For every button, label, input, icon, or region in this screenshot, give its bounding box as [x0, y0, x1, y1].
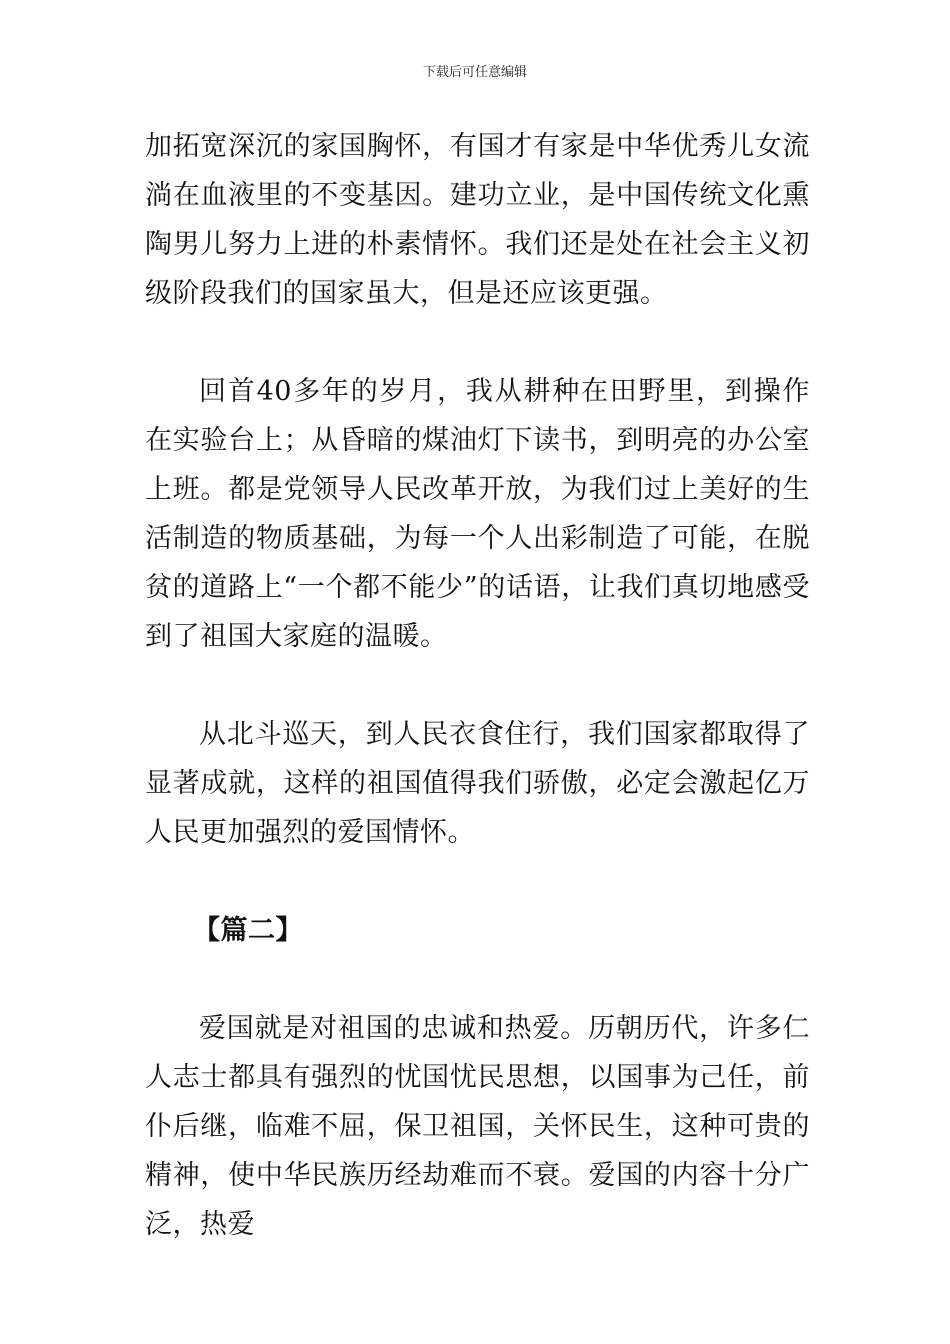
- paragraph-achievements: 从北斗巡天，到人民衣食住行，我们国家都取得了显著成就，这样的祖国值得我们骄傲，必定会激起亿万人民更加强烈的爱国情怀。: [145, 719, 810, 848]
- section-title: 【篇二】: [193, 915, 303, 946]
- document-body: [145, 122, 810, 1298]
- paragraph-continued: 加拓宽深沉的家国胸怀，有国才有家是中华优秀儿女流淌在血液里的不变基因。建功立业，是中国传统文化熏陶男儿努力上进的朴素情怀。我们还是处在社会主义初级阶段我们的国家虽大，但是还应该更强。: [145, 131, 810, 309]
- paragraph-patriotism: 爱国就是对祖国的忠诚和热爱。历朝历代，许多仁人志士都具有强烈的忧国忧民思想，以国事为己任，前仆后继，临难不屈，保卫祖国，关怀民生，这种可贵的精神，使中华民族历经劫难而不衰。爱国的内容十分广泛，热爱: [145, 1013, 810, 1240]
- paragraph-reflection: 回首40多年的岁月，我从耕种在田野里，到操作在实验台上；从昏暗的煤油灯下读书，到明亮的办公室上班。都是党领导人民改革开放，为我们过上美好的生活制造的物质基础，为每一个人出彩制造了可能，在脱贫的道路上“一个都不能少”的话语，让我们真切地感受到了祖国大家庭的温暖。: [145, 376, 810, 652]
- page-header-note: 下载后可任意编辑: [422, 65, 527, 80]
